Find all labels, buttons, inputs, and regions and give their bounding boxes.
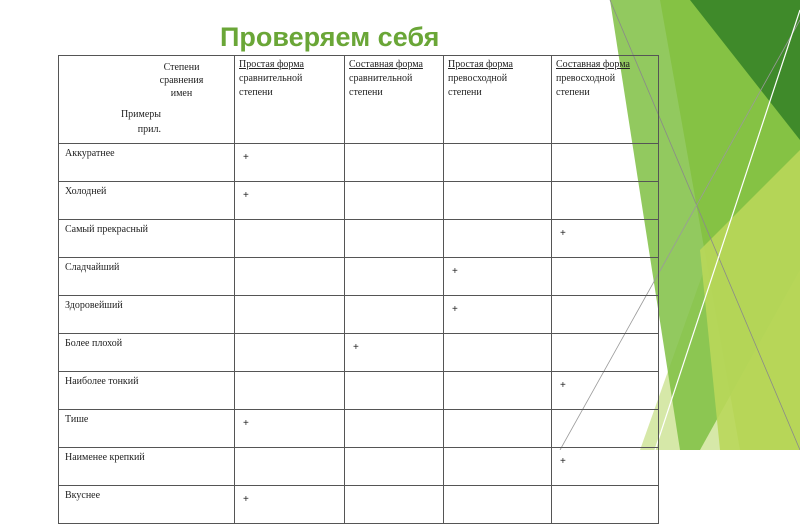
mark-cell: + (552, 448, 659, 486)
mark-cell (345, 296, 444, 334)
mark-cell (444, 486, 552, 524)
row-label: Тише (59, 410, 235, 448)
mark-cell (552, 486, 659, 524)
corner-bottom-text: Примеры прил. (120, 109, 161, 135)
mark-cell (345, 144, 444, 182)
table-row (59, 448, 659, 486)
table-row (59, 410, 659, 448)
mark-cell (345, 182, 444, 220)
mark-cell: + (345, 334, 444, 372)
mark-cell (552, 296, 659, 334)
row-label: Наименее крепкий (59, 448, 235, 486)
row-label: Самый прекрасный (59, 220, 235, 258)
mark-cell (444, 182, 552, 220)
table-row (59, 296, 659, 334)
mark-cell (235, 258, 345, 296)
mark-cell (345, 372, 444, 410)
row-label: Наиболее тонкий (59, 372, 235, 410)
mark-cell (552, 258, 659, 296)
table-row (59, 258, 659, 296)
mark-cell (444, 144, 552, 182)
row-label: Более плохой (59, 334, 235, 372)
mark-cell (235, 334, 345, 372)
mark-cell: + (552, 372, 659, 410)
comparison-table (58, 55, 659, 524)
mark-cell: + (235, 410, 345, 448)
table-row (59, 334, 659, 372)
corner-header-cell (59, 56, 235, 144)
row-label: Холодней (59, 182, 235, 220)
table-row (59, 182, 659, 220)
column-header: Простая форма превосходной степени (444, 56, 552, 144)
table-row (59, 220, 659, 258)
column-header: Составная форма сравнительной степени (345, 56, 444, 144)
page-title: Проверяем себя (220, 22, 440, 52)
mark-cell (345, 486, 444, 524)
mark-cell (444, 410, 552, 448)
mark-cell (552, 334, 659, 372)
mark-cell (345, 448, 444, 486)
row-label: Вкуснее (59, 486, 235, 524)
mark-cell (235, 220, 345, 258)
mark-cell (444, 372, 552, 410)
mark-cell (345, 410, 444, 448)
mark-cell (444, 334, 552, 372)
mark-cell (552, 182, 659, 220)
mark-cell (345, 220, 444, 258)
mark-cell: + (235, 144, 345, 182)
row-label: Здоровейший (59, 296, 235, 334)
mark-cell: + (235, 486, 345, 524)
mark-cell (552, 410, 659, 448)
row-label: Сладчайший (59, 258, 235, 296)
corner-top-text: Степени сравнения имен (159, 62, 204, 99)
table-row (59, 486, 659, 524)
table-header-row (59, 56, 659, 144)
mark-cell (444, 448, 552, 486)
column-header: Простая форма сравнительной степени (235, 56, 345, 144)
mark-cell (235, 372, 345, 410)
table-row (59, 144, 659, 182)
mark-cell (235, 296, 345, 334)
mark-cell: + (444, 258, 552, 296)
table-row (59, 372, 659, 410)
mark-cell: + (444, 296, 552, 334)
mark-cell: + (235, 182, 345, 220)
mark-cell: + (552, 220, 659, 258)
row-label: Аккуратнее (59, 144, 235, 182)
column-header: Составная форма превосходной степени (552, 56, 659, 144)
mark-cell (552, 144, 659, 182)
mark-cell (345, 258, 444, 296)
mark-cell (444, 220, 552, 258)
mark-cell (235, 448, 345, 486)
